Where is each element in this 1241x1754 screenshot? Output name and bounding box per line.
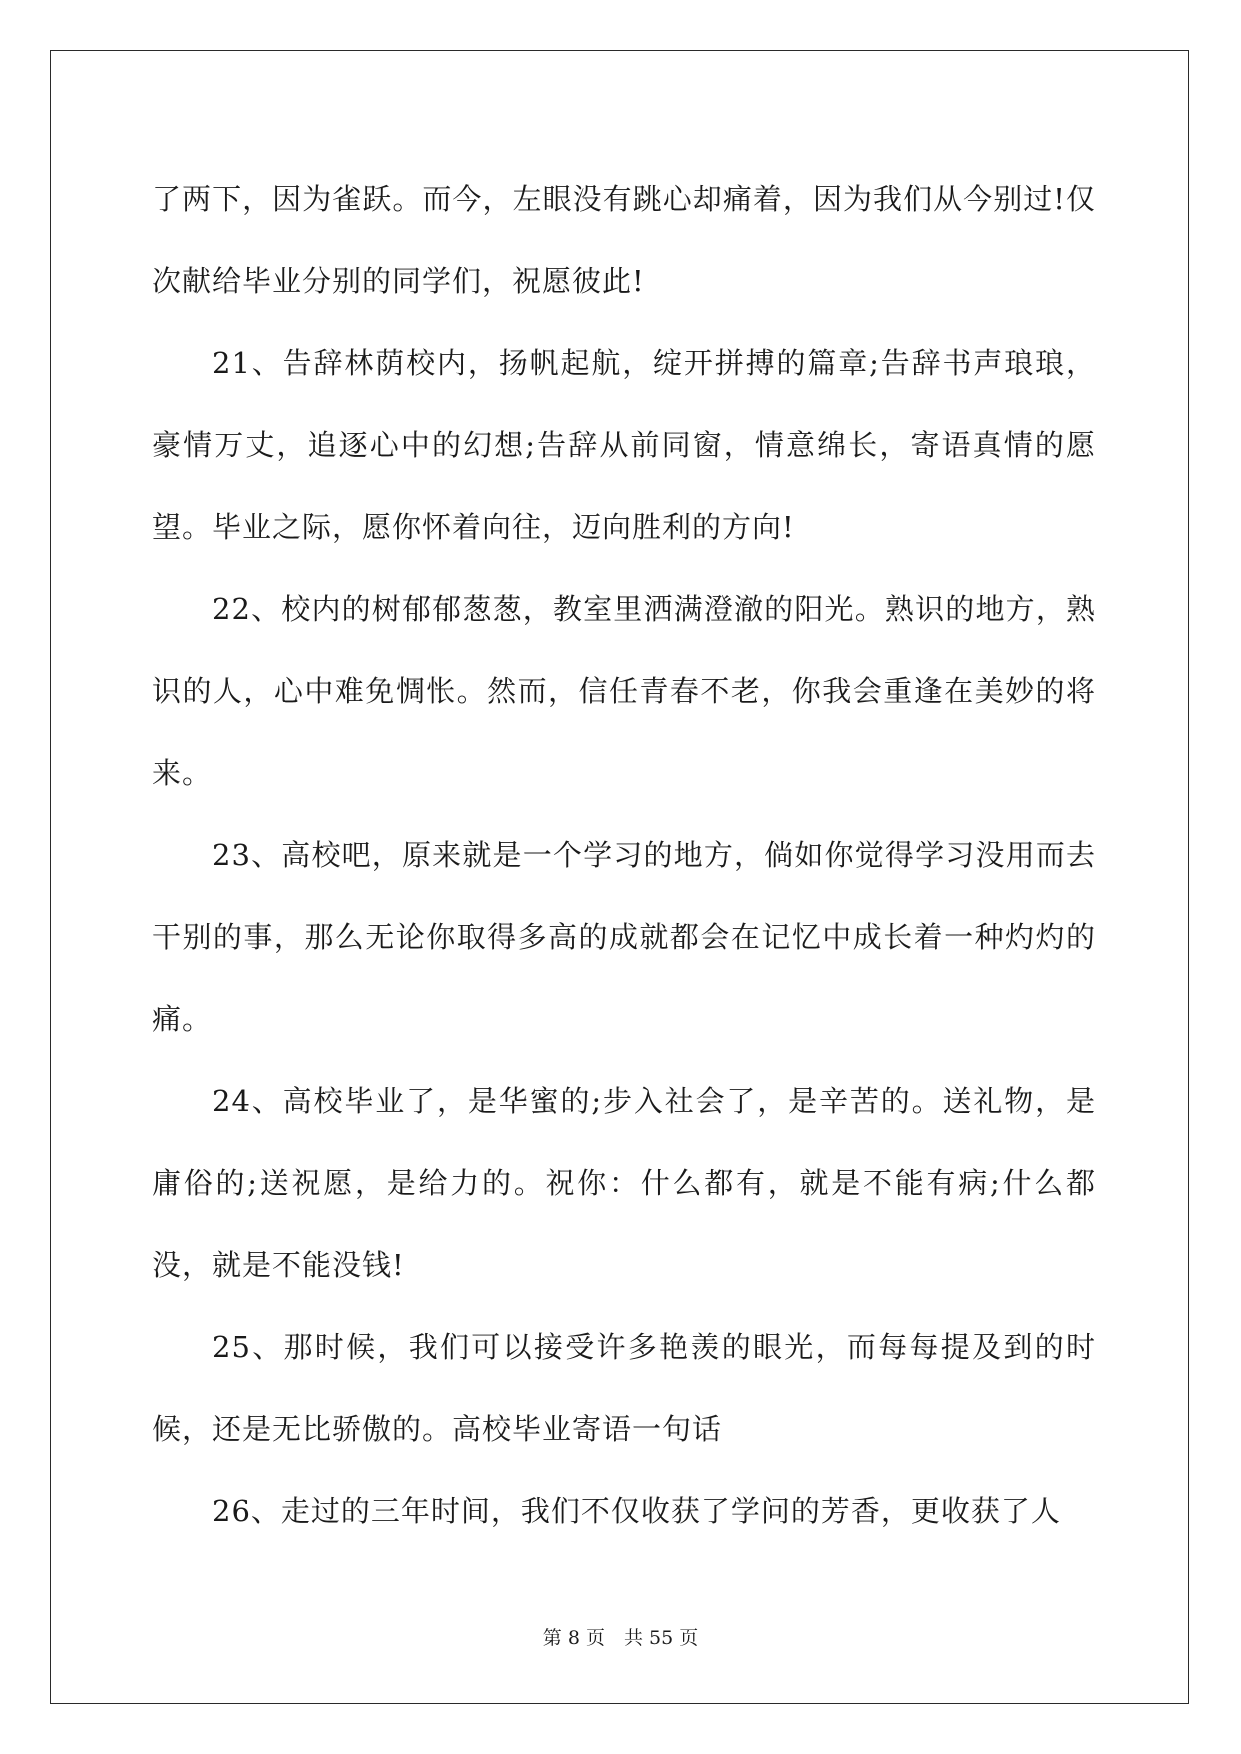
paragraph-21: 21、告辞林荫校内，扬帆起航，绽开拼搏的篇章;告辞书声琅琅，豪情万丈，追逐心中的幻想;告辞从前同窗，情意绵长，寄语真情的愿望。毕业之际，愿你怀着向往，迈向胜利的方向!	[152, 346, 1096, 544]
page-number-footer: 第 8 页 共 55 页	[542, 1627, 699, 1649]
paragraph-25: 25、那时候，我们可以接受许多艳羡的眼光，而每每提及到的时候，还是无比骄傲的。高校毕业寄语一句话	[152, 1330, 1096, 1446]
paragraph-23: 23、高校吧，原来就是一个学习的地方，倘如你觉得学习没用而去干别的事，那么无论你取得多高的成就都会在记忆中成长着一种灼灼的痛。	[152, 838, 1096, 1036]
paragraph-24: 24、高校毕业了，是华蜜的;步入社会了，是辛苦的。送礼物，是庸俗的;送祝愿，是给力的。祝你：什么都有，就是不能有病;什么都没，就是不能没钱!	[152, 1084, 1096, 1282]
paragraph-26: 26、走过的三年时间，我们不仅收获了学问的芳香，更收获了人	[212, 1494, 1061, 1528]
paragraph-continuation: 了两下，因为雀跃。而今，左眼没有跳心却痛着，因为我们从今别过!仅次献给毕业分别的同学们，祝愿彼此!	[152, 182, 1096, 298]
document-body	[152, 158, 1096, 1552]
paragraph-22: 22、校内的树郁郁葱葱，教室里洒满澄澈的阳光。熟识的地方，熟识的人，心中难免惆怅。然而，信任青春不老，你我会重逢在美妙的将来。	[152, 592, 1096, 790]
